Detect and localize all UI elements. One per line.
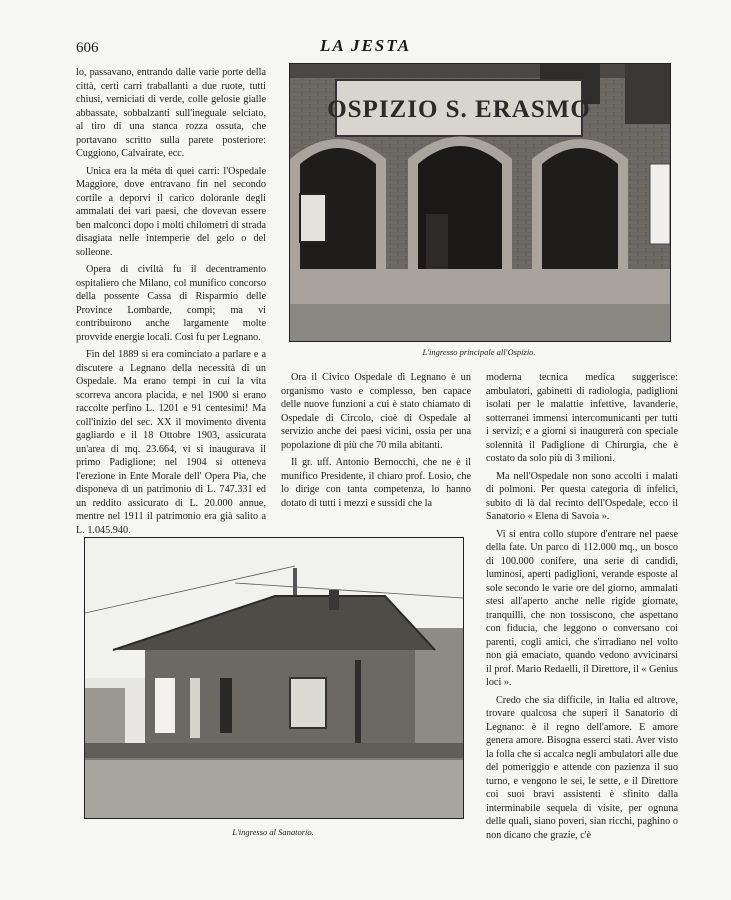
paragraph: Il gr. uff. Antonio Bernocchi, che ne è il munifico Presidente, il chiaro prof. Losio, che lo dirige con tanta competenza, lo hanno dotato di tutti i mezzi e sussidi che la bbox=[281, 457, 471, 509]
text-column-1 bbox=[76, 66, 266, 541]
sign-text: OSPIZIO S. ERASMO bbox=[327, 96, 591, 123]
photo-ospizio-entrance bbox=[289, 63, 671, 342]
photo-caption-ospizio: L'ingresso principale all'Ospizio. bbox=[422, 347, 536, 357]
running-title: LA JESTA bbox=[319, 36, 412, 55]
paragraph: moderna tecnica medica suggerisce: ambulatori, gabinetti di radiologia, padiglioni isolati per le malattie infettive, lavanderie, sotterranei immensi intercomunicanti per tutti i servizi; e a giorni si inaugurerà con speciale solennità il Padiglione di Chirurgia, che è costato da solo più di 3 milioni. bbox=[486, 372, 678, 464]
paragraph: Unica era la méta di quei carri: l'Ospedale Maggiore, dove entravano fin nel secondo cortile a deporvi il carico doloranle degli ammalati dei vari paesi, che dovevan essere ben malconci dopo i molti chilometri di strada disagiata nelle intemperie del gelo o del solleone. bbox=[76, 165, 266, 258]
text-column-3 bbox=[486, 371, 678, 846]
paragraph: Fin del 1889 si era cominciato a parlare e a discutere a Legnano della necessità di un Ospedale. Ma erano tempi in cui la vita scorreva ancora placida, e nel 1900 si erano raccolte perfino L. 1201 e 91 centesimi! Ma coll'inizio del sec. XX il movimento diventa gagliardo e il 18 Ottobre 1903, assicurata un'area di mq. 23.664, vi si inaugurava il primo Padiglione; nel 1904 si otteneva l'erezione in Ente Morale dell' Opera Pia, che disponeva di un patrimonio di L. 747.331 ed un reddito assicurato di L. 20.000 annue, mentre nel 1911 il patrimonio era già salito a L. 1.045.940. bbox=[76, 349, 266, 536]
page-number: 606 bbox=[76, 40, 99, 56]
paragraph: Ora il Civico Ospedale di Legnano è un organismo vasto e complesso, ben capace delle nuove funzioni a cui è stato chiamato di Ospedale di Circolo, cioè di Ospedale al servizio anche dei paesi vicini, ossia per una popolazione di più che 70 mila abitanti. bbox=[281, 372, 471, 451]
photo-caption-sanatorio: L'ingresso al Sanatorio. bbox=[232, 827, 314, 837]
photo-sanatorio-entrance bbox=[84, 537, 464, 819]
paragraph: lo, passavano, entrando dalle varie porte della città, certi carri traballanti a due ruote, tutti chiusi, verniciati di verde, colle gelosie gialle abbassate, sobbalzanti sull'ineguale selciato, al tiro di una stanca rozza ossuta, che portavano scritto sulla parete posteriore: Cuggiono, Calvairate, ecc. bbox=[76, 67, 266, 159]
paragraph: Ma nell'Ospedale non sono accolti i malati di polmoni. Per questa categoria di infelici, subito di là dal recinto dell'Ospedale, ecco il Sanatorio « Elena di Savoia ». bbox=[486, 470, 678, 522]
paragraph: Credo che sia difficile, in Italia ed altrove, trovare qualcosa che superi il Sanatorio di Legnano: è il regno dell'amore. E amore genera amore. Bisogna esserci stati. Aver visto la folla che si accalca negli ambulatori alle due del pomeriggio e attende con pazienza il suo turno, e vengono le sei, le sette, e il Direttore coi suoi bravi assistenti è sfinito dalla interminabile sequela di visite, per ognuna delle quali, siano poveri, sian ricchi, paghino o non dicano che grazie, c'è bbox=[486, 694, 678, 841]
text-column-2 bbox=[281, 371, 471, 514]
paragraph: Vi si entra collo stupore d'entrare nel paese della fate. Un parco di 112.000 mq., un bosco di 100.000 conifere, una serie di candidi, luminosi, aperti padiglioni, verande esposte al sole secondo le varie ore del giorno, ammalati stesi all'aperto anche nelle rigide giornate, tranquilli, che non tossiscono, che aspettano con fiducia, che leggono o conversano coi parenti, cogli amici, che s'irradiano nel volto non già emaciato, quando vedono avvicinarsi il prof. Mario Redaelli, il Direttore, il « Genius loci ». bbox=[486, 528, 678, 688]
paragraph: Opera di civiltà fu il decentramento ospitaliero che Milano, col munifico concorso della possente Cassa di Risparmio delle Province Lombarde, compì; ma vi contribuirono anche largamente molte provvide energie locali. Così fu per Legnano. bbox=[76, 264, 266, 343]
